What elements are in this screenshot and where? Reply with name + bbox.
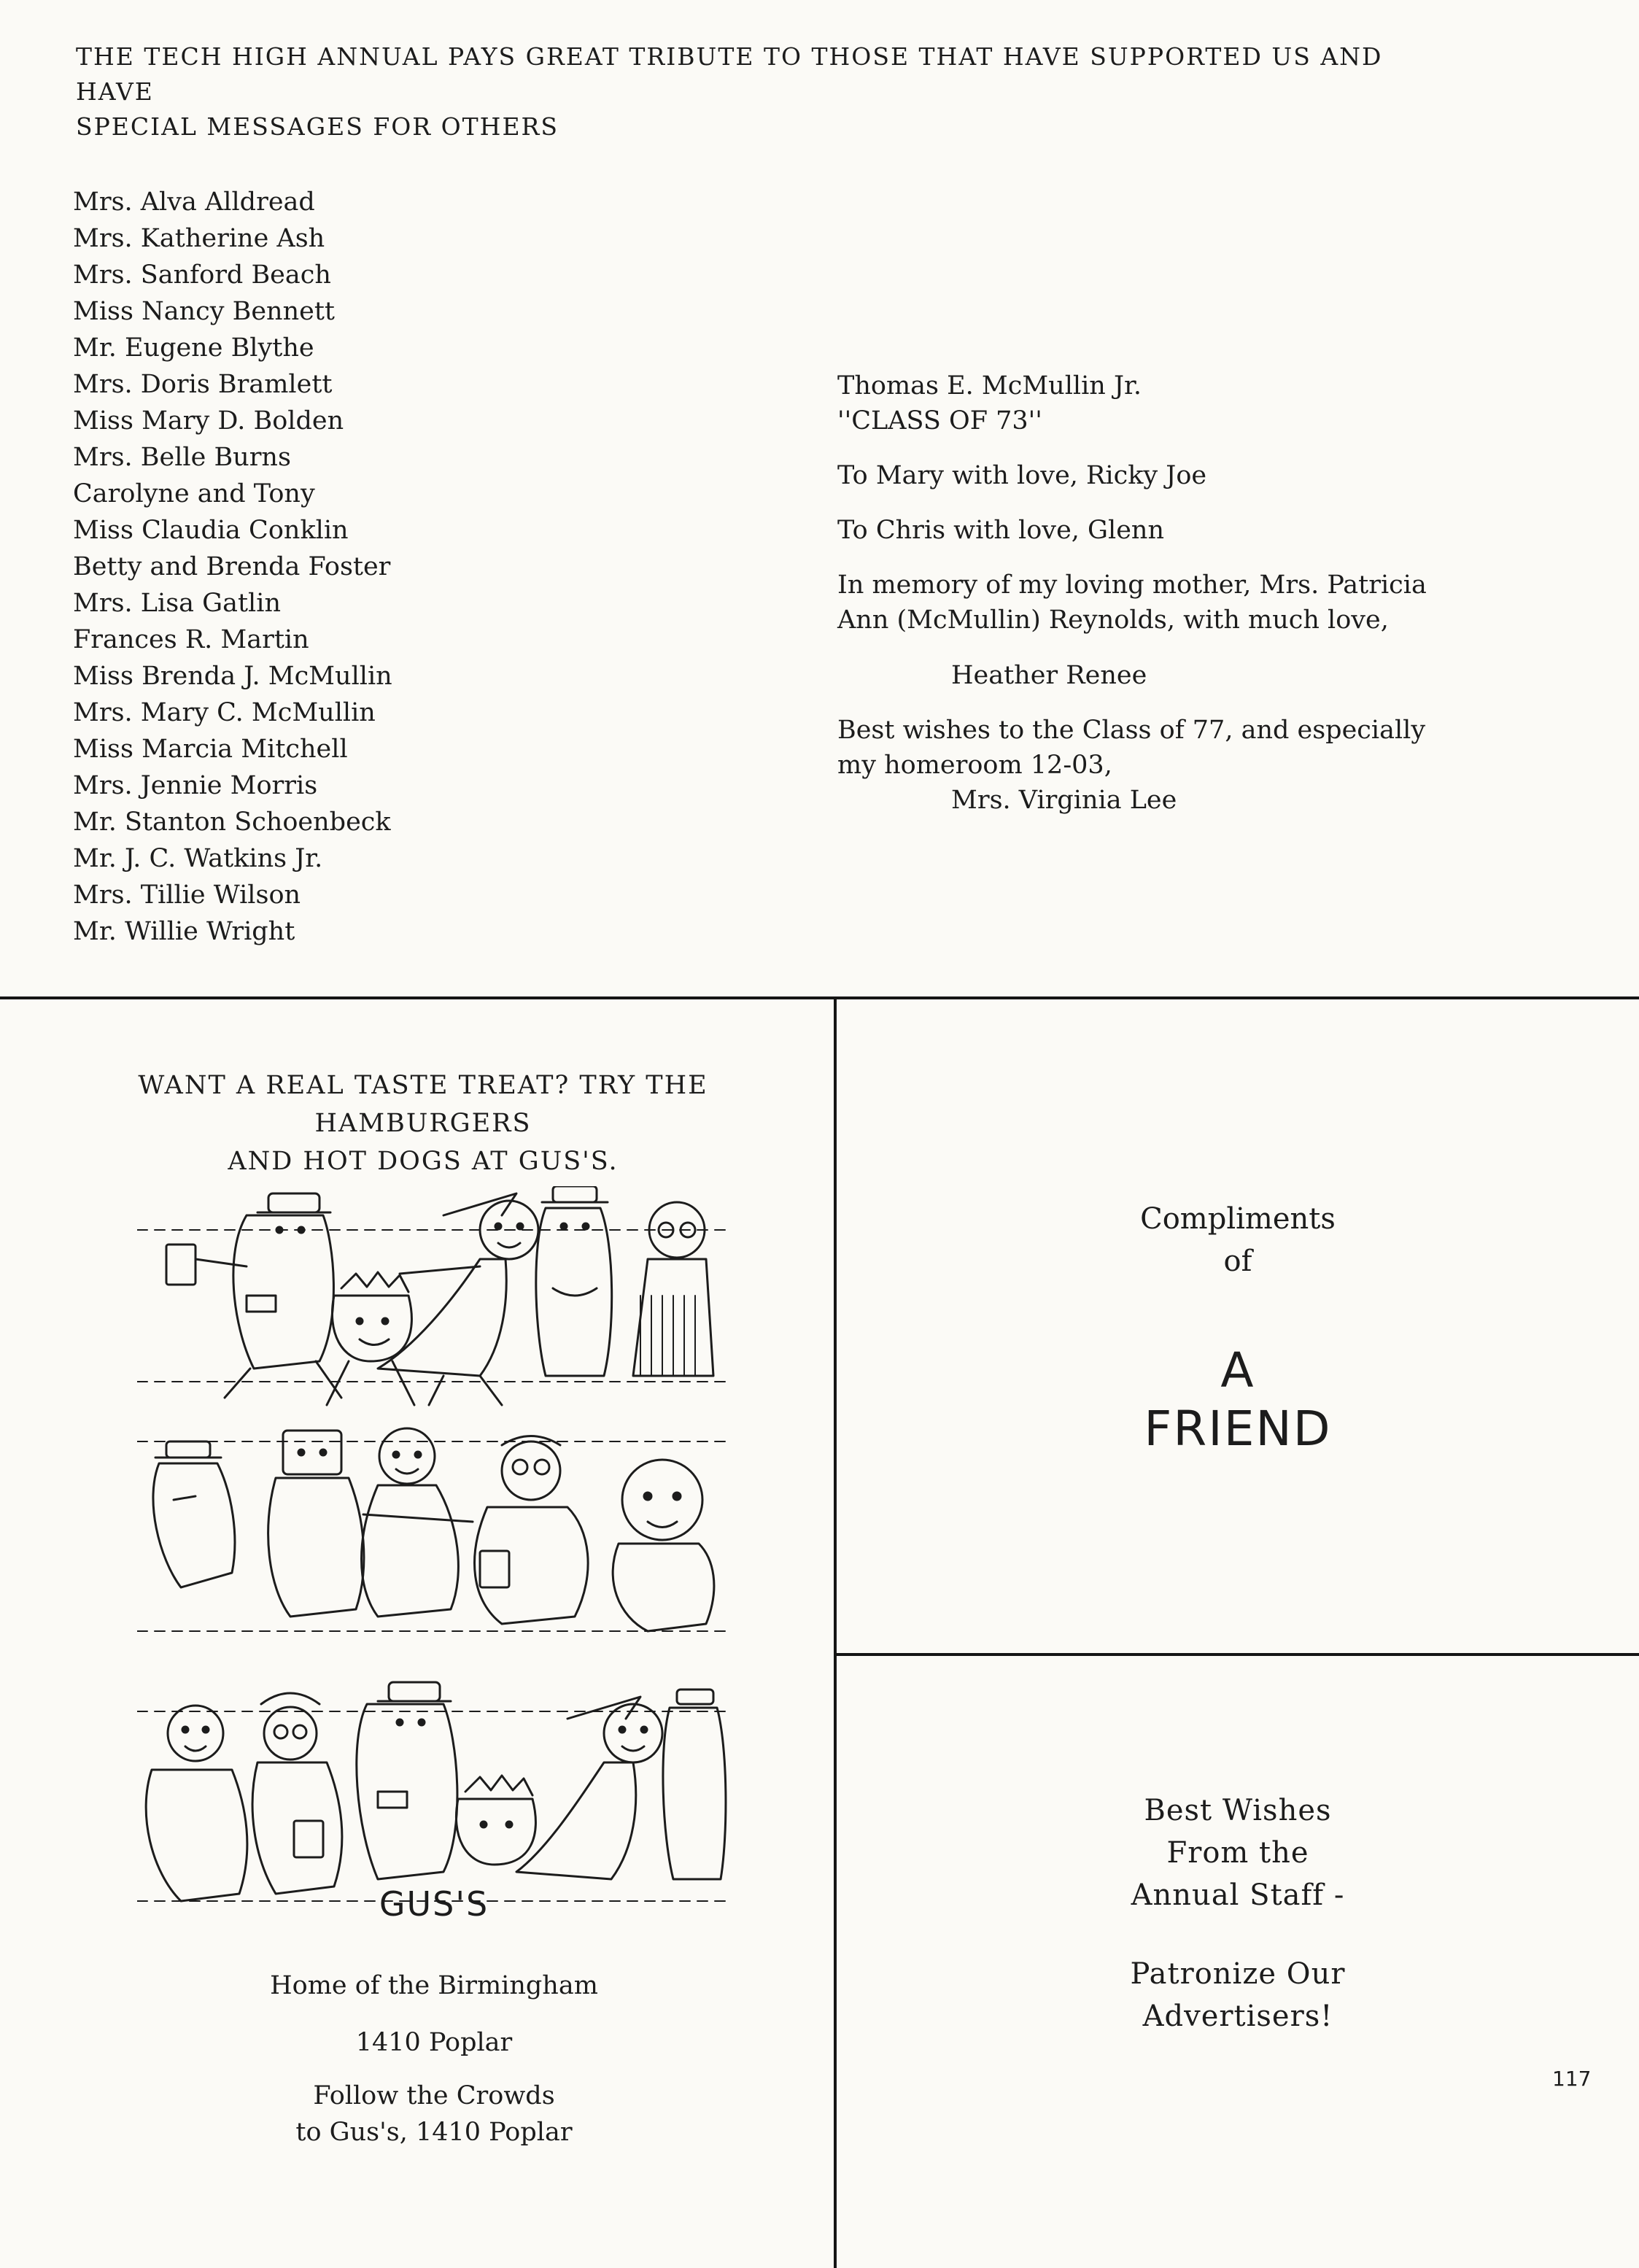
message-ricky-joe: To Mary with love, Ricky Joe [837, 461, 1207, 490]
staff-line: Best Wishes [1144, 1794, 1332, 1827]
message-text: Best wishes to the Class of 77, and especially [837, 716, 1426, 745]
gus-headline-line: WANT A REAL TASTE TREAT? TRY THE HAMBURGERS [138, 1071, 708, 1138]
message-memorial [837, 568, 1567, 693]
message-signature: Heather Renee [951, 661, 1147, 690]
patron-name: Mrs. Jennie Morris [73, 771, 318, 800]
patron-name: Miss Marcia Mitchell [73, 735, 348, 764]
staff-advertisement [837, 1656, 1639, 2268]
gus-headline [58, 1067, 788, 1180]
message-text: ''CLASS OF 73'' [837, 406, 1042, 436]
patron-name: Mr. Willie Wright [73, 917, 295, 946]
patron-name: Mrs. Sanford Beach [73, 260, 331, 290]
patron-name: Mr. J. C. Watkins Jr. [73, 844, 323, 873]
heading-line-2: SPECIAL MESSAGES FOR OTHERS [76, 112, 559, 141]
patron-name: Frances R. Martin [73, 625, 309, 654]
message-class-77 [837, 713, 1567, 818]
message-glenn: To Chris with love, Glenn [837, 516, 1164, 545]
gus-tagline: Home of the Birmingham [270, 1971, 598, 2000]
patron-name: Mrs. Belle Burns [73, 443, 291, 472]
patron-name: Mrs. Katherine Ash [73, 224, 325, 253]
crowd-row-3 [137, 1682, 728, 1901]
friend-compliments [837, 1198, 1639, 1282]
staff-line: Patronize Our [1130, 1957, 1346, 1991]
patron-name: Miss Brenda J. McMullin [73, 662, 392, 691]
patron-name: Mr. Stanton Schoenbeck [73, 808, 391, 837]
patron-name: Betty and Brenda Foster [73, 552, 391, 581]
gus-address: 1410 Poplar [355, 2028, 513, 2057]
friend-text: of [1223, 1245, 1252, 1278]
message-text: Thomas E. McMullin Jr. [837, 371, 1142, 400]
message-signature: Mrs. Virginia Lee [951, 786, 1177, 815]
gus-advertisement [0, 999, 834, 2268]
message-text: Ann (McMullin) Reynolds, with much love, [837, 605, 1389, 635]
crowd-row-2 [137, 1428, 728, 1631]
friend-big-friend: FRIEND [1144, 1401, 1332, 1457]
crowd-illustration-icon [137, 1186, 728, 1923]
message-text: In memory of my loving mother, Mrs. Patricia [837, 570, 1427, 600]
staff-line: Annual Staff - [1131, 1878, 1345, 1912]
gus-headline-line: AND HOT DOGS AT GUS'S. [228, 1147, 619, 1176]
gus-slogan-line-1: Follow the Crowds [313, 2081, 555, 2110]
patron-name: Miss Nancy Bennett [73, 297, 335, 326]
heading-line-1: THE TECH HIGH ANNUAL PAYS GREAT TRIBUTE TO THOSE THAT HAVE SUPPORTED US AND HAVE [76, 42, 1383, 106]
patron-name: Mrs. Alva Alldread [73, 187, 315, 217]
patron-list [73, 184, 392, 950]
message-mcmullin [837, 368, 1567, 438]
message-text: my homeroom 12-03, [837, 751, 1112, 780]
staff-line: Advertisers! [1142, 2000, 1333, 2033]
friend-text: Compliments [1140, 1202, 1336, 1236]
crowd-row-1 [137, 1186, 728, 1405]
friend-advertisement [837, 999, 1639, 1653]
staff-line: From the [1166, 1836, 1309, 1870]
special-messages [837, 368, 1567, 837]
patron-name: Mrs. Mary C. McMullin [73, 698, 376, 727]
patron-name: Miss Mary D. Bolden [73, 406, 344, 436]
patron-name: Mrs. Lisa Gatlin [73, 589, 281, 618]
patron-name: Mrs. Tillie Wilson [73, 881, 301, 910]
friend-big-a: A [1220, 1342, 1255, 1398]
gus-slogan-line-2: to Gus's, 1410 Poplar [295, 2118, 573, 2147]
patron-name: Mrs. Doris Bramlett [73, 370, 333, 399]
patron-name: Miss Claudia Conklin [73, 516, 349, 545]
patron-name: Carolyne and Tony [73, 479, 315, 508]
page-heading [76, 39, 1462, 144]
patron-name: Mr. Eugene Blythe [73, 333, 314, 363]
page-number: 117 [1552, 2067, 1592, 2091]
gus-name: GUS'S [379, 1884, 489, 1924]
